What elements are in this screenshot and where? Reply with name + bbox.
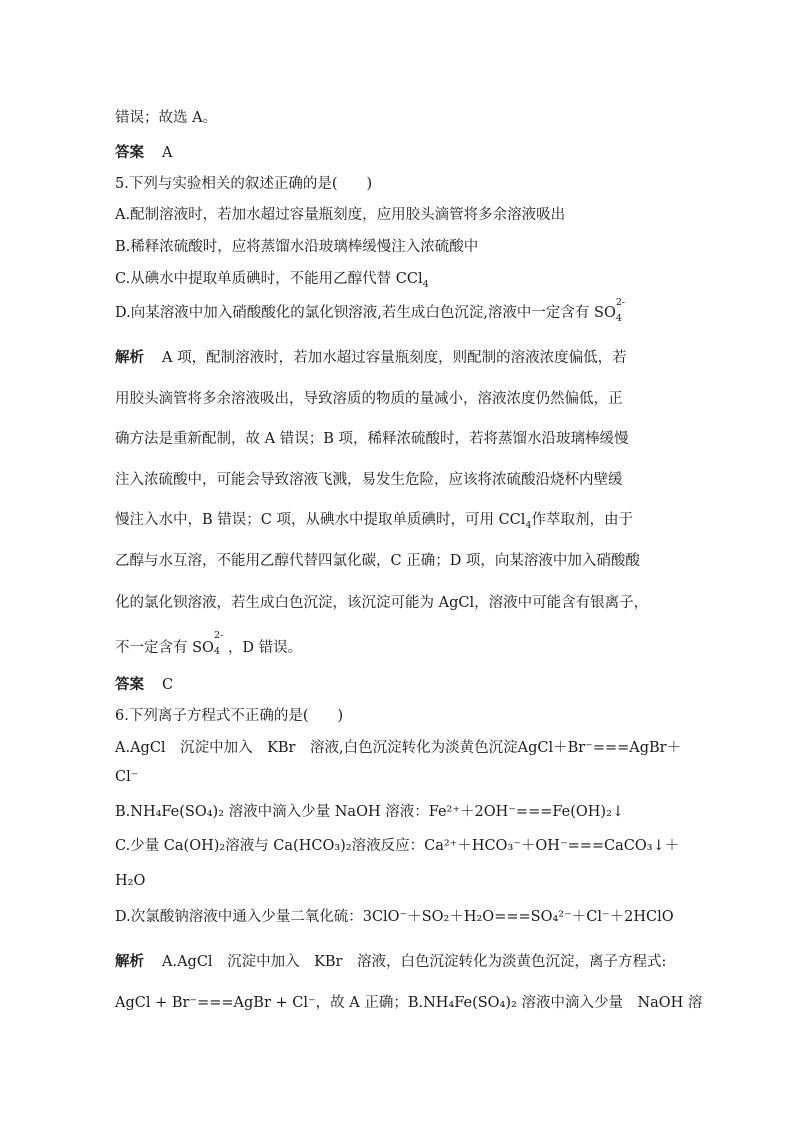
explanation-line: 解析 A 项，配制溶液时，若加水超过容量瓶刻度，则配制的溶液浓度偏低，若 [115,349,627,366]
question-6-option-c-cont: H₂O [115,873,146,889]
question-6-option-d: D.次氯酸钠溶液中通入少量二氧化硫：3ClO⁻＋SO₂＋H₂O===SO₄²⁻＋Cl⁻＋2HClO [115,909,674,925]
answer-line: 答案 C [115,676,174,693]
answer-label: 答案 [115,676,144,693]
question-5-option-d: D.向某溶液中加入硝酸酸化的氯化钡溶液,若生成白色沉淀,溶液中一定含有 SO 2- 4 [115,297,626,324]
question-6-option-b: B.NH₄Fe(SO₄)₂ 溶液中滴入少量 NaOH 溶液：Fe²⁺＋2OH⁻===Fe(OH)₂↓ [115,804,625,820]
question-6-option-c: C.少量 Ca(OH)₂溶液与 Ca(HCO₃)₂溶液反应：Ca²⁺＋HCO₃⁻＋OH⁻===CaCO₃↓＋ [115,838,680,854]
explanation-line: AgCl + Br⁻===AgBr + Cl⁻，故 A 正确；B.NH₄Fe(SO₄)₂ 溶液中滴入少量 NaOH 溶 [115,995,703,1011]
answer-line: 答案 A [115,144,173,161]
explanation-label: 解析 [115,953,144,970]
question-5-option-b: B.稀释浓硫酸时，应将蒸馏水沿玻璃棒缓慢注入浓硫酸中 [115,239,479,255]
explanation-line: 慢注入水中，B 错误；C 项，从碘水中提取单质碘时，可用 CCl$_4$作萃取剂，由于 [115,512,633,531]
explanation-line: 确方法是重新配制，故 A 错误；B 项，稀释浓硫酸时，若将蒸馏水沿玻璃棒缓慢 [115,431,629,447]
question-6-stem: 6.下列离子方程式不正确的是( ) [115,708,344,724]
explanation-label: 解析 [115,349,144,366]
question-6-option-a: A.AgCl 沉淀中加入 KBr 溶液,白色沉淀转化为淡黄色沉淀AgCl＋Br⁻===AgBr＋ [115,740,682,756]
explanation-line: 乙醇与水互溶，不能用乙醇代替四氯化碳，C 正确；D 项，向某溶液中加入硝酸酸 [115,553,640,569]
question-5-option-a: A.配制溶液时，若加水超过容量瓶刻度，应用胶头滴管将多余溶液吸出 [115,207,566,223]
answer-label: 答案 [115,144,144,161]
explanation-line: 用胶头滴管将多余溶液吸出，导致溶质的物质的量减小，溶液浓度仍然偏低，正 [115,391,623,407]
question-5-stem: 5.下列与实验相关的叙述正确的是( ) [115,176,373,192]
explanation-line: 化的氯化钡溶液，若生成白色沉淀，该沉淀可能为 AgCl，溶液中可能含有银离子， [115,595,649,611]
explanation-line: 不一定含有 SO 2- 4 ，D 错误。 [115,630,303,657]
question-5-option-c: C.从碘水中提取单质碘时，不能用乙醇代替 CCl$_4$ [115,271,429,290]
text-line: 错误；故选 A。 [115,110,218,126]
question-6-option-a-cont: Cl⁻ [115,769,139,785]
explanation-line: 解析 A.AgCl 沉淀中加入 KBr 溶液，白色沉淀转化为淡黄色沉淀，离子方程式: [115,953,667,970]
explanation-line: 注入浓硫酸中，可能会导致溶液飞溅，易发生危险，应该将浓硫酸沿烧杯内壁缓 [115,472,623,488]
